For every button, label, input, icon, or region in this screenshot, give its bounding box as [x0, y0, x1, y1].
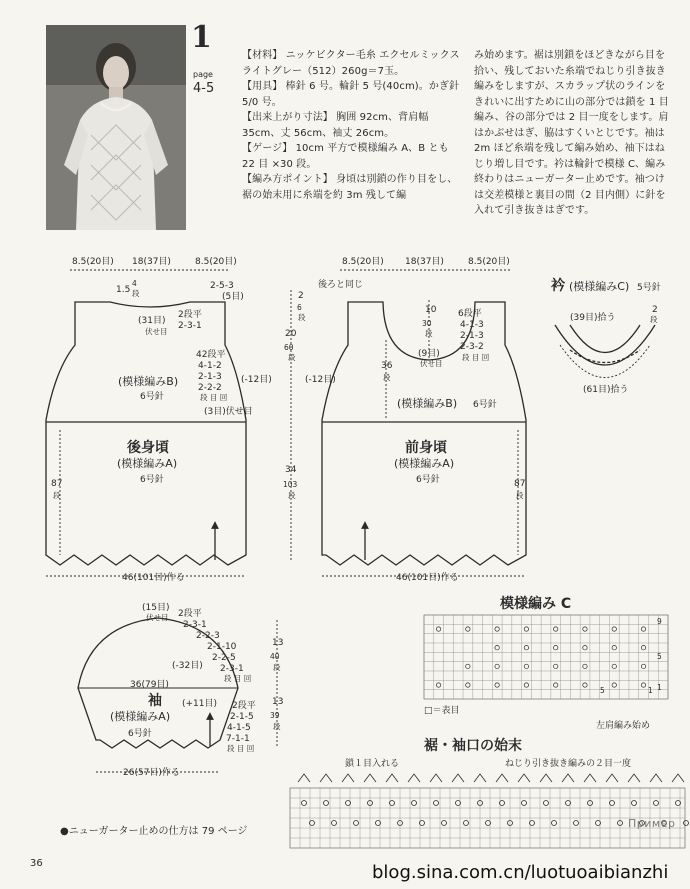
back-left-shoulder-width: 8.5(20目)	[72, 257, 114, 267]
back-hem-unit: 段	[53, 491, 61, 500]
back-neck-rows-unit: 段	[132, 289, 140, 298]
chart-c-yo-symbol	[641, 646, 645, 650]
front-neck-dec-1: 4-1-3	[460, 320, 484, 330]
back-armhole-0: 42段平	[196, 350, 226, 360]
collar-pick-up-back: (61目)拾う	[583, 385, 629, 395]
chart-c-cells	[424, 615, 668, 699]
sleeve-inc-4: 段 目 回	[227, 744, 255, 753]
front-hem-unit: 段	[516, 491, 524, 500]
dim-low: 34	[285, 465, 297, 475]
finished-size-text: 【出来上がり寸法】 胸囲 92cm、背肩幅 35cm、丈 56cm、袖丈 26cm。	[242, 112, 429, 139]
chart-c-yo-symbol	[583, 683, 587, 687]
hem-chart-cells	[290, 788, 685, 848]
collar-title: 衿	[551, 278, 565, 294]
hem-chart-yo-symbol	[456, 801, 461, 806]
back-shoulder-decrease: 2-5-3	[210, 281, 234, 291]
knitting-points-text: 【編み方ポイント】 身頃は別鎖の作り目をし、裾の始末用に糸端を約 3m 残して編	[242, 174, 458, 201]
hem-chart-yo-symbol	[310, 821, 315, 826]
knitting-points-continued: み始めます。裾は別鎖をほどきながら目を拾い、残しておいた糸端でねじり引き抜き編みをしますが、スカラップ状のラインをきれいに出すために山の部分では鎖を 1 目編み、谷の部分では 2 目一度をします。肩はかぶせはぎ、脇はすくいとじです。袖は 2m ほど糸端を残して編み始め、袖下はねじり増し目です。衿は輪針で模様 C、編み終わりはニューガーター止めです。袖つけは交差模様と裏目の間（2 目内側）に針を入れて引き抜きはぎです。	[474, 50, 669, 216]
sleeve-cap-rows: 40	[270, 652, 280, 661]
dim-top-rows: 6	[297, 303, 302, 312]
hem-chart-peak-symbol	[628, 774, 640, 782]
chart-c-yo-symbol	[641, 664, 645, 668]
back-pattern-b: (模様編みB)	[118, 375, 179, 388]
back-armhole-3: 2-2-2	[198, 383, 222, 393]
hem-chart-yo-symbol	[610, 801, 615, 806]
front-neck-rows: 30	[422, 319, 432, 328]
collar-rows-unit: 段	[650, 315, 658, 324]
chart-c-yo-symbol	[641, 683, 645, 687]
chart-c-yo-symbol	[553, 646, 557, 650]
chart-c-yo-symbol	[583, 646, 587, 650]
hem-chart-yo-symbol	[434, 801, 439, 806]
hem-chart-note2: ねじり引き抜き編みの２目一度	[505, 759, 632, 769]
stamp-text: Пример	[628, 817, 676, 830]
chart-c-yo-symbol	[466, 683, 470, 687]
chart-c-yo-symbol	[553, 627, 557, 631]
hem-chart-peak-symbol	[518, 774, 530, 782]
front-neck-width: 18(37目)	[405, 257, 444, 267]
chart-c-row-9: 9	[657, 617, 662, 626]
hem-chart-peak-symbol	[298, 774, 310, 782]
back-needle-b: 6号針	[140, 392, 164, 402]
hem-chart-peak-symbol	[606, 774, 618, 782]
dim-top-unit: 段	[298, 313, 306, 322]
dim-mid: 20	[285, 329, 297, 339]
collar-pattern: (模様編みC)	[569, 280, 630, 293]
sleeve-cap-4: 2-2-5	[212, 653, 236, 663]
hem-chart-peak-symbol	[386, 774, 398, 782]
front-title: 前身頃	[405, 440, 447, 456]
hem-chart-yo-symbol	[574, 821, 579, 826]
front-needle-b: 6号針	[473, 400, 497, 410]
sleeve-body-unit: 段	[273, 722, 281, 731]
dim-mid-unit: 段	[288, 353, 296, 362]
sleeve-title: 袖	[148, 693, 162, 709]
sleeve-top-sts: (15目)	[142, 603, 170, 613]
hem-chart-peak-symbol	[342, 774, 354, 782]
back-neck-step: 2段平	[178, 310, 202, 320]
hem-chart-yo-symbol	[500, 801, 505, 806]
hem-chart-peak-symbol	[364, 774, 376, 782]
collar-pick-up-front: (39目)拾う	[570, 313, 616, 323]
hem-chart-peak-symbol	[650, 774, 662, 782]
hem-chart-yo-symbol	[354, 821, 359, 826]
sleeve-top-note: 伏せ目	[146, 613, 169, 622]
chart-c-col-5: 5	[600, 686, 605, 695]
dim-low-unit: 段	[288, 491, 296, 500]
front-cast-on: 46(101目)作る	[396, 573, 459, 583]
hem-chart-yo-symbol	[420, 821, 425, 826]
sleeve-cap-5: 2-3-1	[220, 664, 244, 674]
chart-c-yo-symbol	[495, 683, 499, 687]
front-same-as-back: 後ろと同じ	[318, 280, 364, 290]
front-left-shoulder-width: 8.5(20目)	[342, 257, 384, 267]
hem-chart-peak-symbol	[584, 774, 596, 782]
chart-c-yo-symbol	[612, 646, 616, 650]
back-right-shoulder-width: 8.5(20目)	[195, 257, 237, 267]
chart-c-yo-symbol	[466, 627, 470, 631]
chart-c-grid	[424, 615, 668, 699]
chart-c-yo-symbol	[612, 683, 616, 687]
hem-chart-peak-symbol	[430, 774, 442, 782]
back-body-outline	[46, 302, 246, 565]
chart-c-yo-symbol	[495, 664, 499, 668]
hem-chart-yo-symbol	[596, 821, 601, 826]
back-shoulder-decrease-sts: (5目)	[222, 292, 244, 302]
front-side-unit: 段	[383, 373, 391, 382]
front-hem-rows: 87	[514, 479, 526, 489]
hem-chart-peak-symbol	[496, 774, 508, 782]
sleeve-body-rows: 39	[270, 711, 280, 720]
hem-chart-peak-symbol	[672, 774, 684, 782]
chart-c-col-1: 1	[648, 686, 653, 695]
sleeve-needle: 6号針	[128, 729, 152, 739]
chart-c-yo-symbol	[436, 683, 440, 687]
front-neck-center: (9目)	[418, 349, 440, 359]
front-neck-dec-4: 段 目 回	[462, 353, 490, 362]
sleeve-cap-3: 2-1-10	[207, 642, 237, 652]
collar-rows: 2	[652, 305, 658, 315]
sleeve-cap-1: 2-3-1	[183, 620, 207, 630]
front-right-shoulder-width: 8.5(20目)	[468, 257, 510, 267]
back-needle-a: 6号針	[140, 475, 164, 485]
sleeve-increase: (+11目)	[182, 699, 218, 709]
sleeve-body-height: 13	[272, 697, 284, 707]
hem-chart-yo-symbol	[676, 801, 681, 806]
chart-c-yo-symbol	[524, 646, 528, 650]
sleeve-inc-2: 4-1-5	[227, 723, 251, 733]
hem-chart-yo-symbol	[544, 801, 549, 806]
chart-c-yo-symbol	[495, 646, 499, 650]
hem-chart-yo-symbol	[390, 801, 395, 806]
chart-c-start-note: 左肩編み始め	[596, 721, 651, 731]
hem-chart-yo-symbol	[324, 801, 329, 806]
front-body-outline	[322, 302, 526, 565]
chart-c-row-5: 5	[657, 652, 662, 661]
back-armhole-1: 4-1-2	[198, 361, 222, 371]
hem-chart-yo-symbol	[522, 801, 527, 806]
hem-chart-peak-symbol	[562, 774, 574, 782]
hem-chart-yo-symbol	[346, 801, 351, 806]
front-side-rows: 36	[381, 361, 393, 371]
back-armhole-4: 段 目 回	[200, 393, 228, 402]
collar-needle: 5号針	[637, 283, 661, 293]
tools-text: 【用具】 棒針 6 号。輪針 5 号(40cm)。かぎ針 5/0 号。	[242, 81, 460, 108]
chart-c-yo-symbol	[524, 664, 528, 668]
back-neck-depth: 1.5	[116, 285, 131, 295]
front-pattern-b: (模様編みB)	[397, 397, 458, 410]
page-range: 4-5	[193, 81, 215, 96]
front-neck-dec-3: 2-3-2	[460, 342, 484, 352]
back-neck-width: 18(37目)	[132, 257, 171, 267]
hem-chart-yo-symbol	[486, 821, 491, 826]
hem-chart-yo-symbol	[442, 821, 447, 826]
chart-c-yo-symbol	[524, 627, 528, 631]
front-neck-depth: 10	[425, 305, 437, 315]
blog-watermark: blog.sina.com.cn/luotuoaibianzhi	[372, 862, 669, 883]
front-needle-a: 6号針	[416, 475, 440, 485]
back-neck-rows: 4	[132, 279, 137, 288]
back-cast-on: 46(101目)作る	[122, 573, 185, 583]
back-center-sts: (31目)	[138, 316, 166, 326]
chart-c-yo-symbol	[553, 683, 557, 687]
hem-chart-yo-symbol	[552, 821, 557, 826]
sleeve-inc-3: 7-1-1	[226, 734, 250, 744]
front-pattern-a: (模様編みA)	[394, 457, 455, 470]
chart-c-row-1: 1	[657, 683, 662, 692]
front-neck-dec-2: 2-1-3	[460, 331, 484, 341]
hem-chart-peak-symbol	[320, 774, 332, 782]
back-center-bindoff: 伏せ目	[145, 327, 168, 336]
sleeve-cap-height: 13	[272, 638, 284, 648]
dim-low-rows: 103	[283, 480, 298, 489]
chart-c-title: 模様編み C	[500, 596, 572, 612]
sleeve-cast-on: 26(57目)作る	[123, 768, 180, 778]
dim-top: 2	[298, 291, 304, 301]
hem-chart-yo-symbol	[566, 801, 571, 806]
front-neck-unit: 段	[425, 329, 433, 338]
sleeve-cap-unit: 段	[273, 663, 281, 672]
chart-c-yo-symbol	[436, 627, 440, 631]
sleeve-inc-1: 2-1-5	[230, 712, 254, 722]
hem-chart-yo-symbol	[654, 801, 659, 806]
hem-chart-yo-symbol	[332, 821, 337, 826]
footer-note: ●ニューガーター止めの仕方は 79 ページ	[60, 826, 248, 837]
dim-mid-rows: 60	[284, 343, 294, 352]
hem-chart-peak-symbol	[408, 774, 420, 782]
chart-c-yo-symbol	[641, 627, 645, 631]
back-armhole-2: 2-1-3	[198, 372, 222, 382]
chart-c-yo-symbol	[495, 627, 499, 631]
hem-chart-yo-symbol	[412, 801, 417, 806]
sleeve-inc-0: 2段平	[232, 701, 256, 711]
collar-inner	[570, 325, 640, 353]
hem-chart-peak-symbol	[452, 774, 464, 782]
front-armhole-dec: (-12目)	[305, 375, 336, 385]
page-label: page	[193, 70, 213, 79]
hem-chart-yo-symbol	[530, 821, 535, 826]
chart-c-yo-symbol	[583, 627, 587, 631]
pattern-number: 1	[191, 20, 212, 55]
hem-chart-peak-symbol	[540, 774, 552, 782]
chart-c-yo-symbol	[524, 683, 528, 687]
chart-c-yo-symbol	[553, 664, 557, 668]
chart-c-yo-symbol	[612, 627, 616, 631]
sleeve-pattern: (模様編みA)	[110, 710, 171, 723]
back-pattern-a: (模様編みA)	[117, 457, 178, 470]
back-title: 後身頃	[127, 440, 169, 456]
page-number: 36	[30, 858, 43, 869]
hem-chart-yo-symbol	[632, 801, 637, 806]
chart-c-yo-symbol	[612, 664, 616, 668]
chart-c-yo-symbol	[466, 664, 470, 668]
chart-c-yo-symbol	[583, 664, 587, 668]
back-hem-rows: 87	[51, 479, 63, 489]
hem-chart-title: 裾・袖口の始末	[424, 738, 522, 754]
hem-chart-yo-symbol	[376, 821, 381, 826]
hem-chart-note1: 鎖１目入れる	[345, 759, 400, 769]
sleeve-cap-0: 2段平	[178, 609, 202, 619]
gauge-text: 【ゲージ】 10cm 平方で模様編み A、B とも 22 目 ×30 段。	[242, 143, 449, 170]
sleeve-cap-6: 段 目 回	[224, 674, 252, 683]
collar-outer	[555, 325, 655, 365]
back-neck-step2: 2-3-1	[178, 321, 202, 331]
materials-text: 【材料】 ニッケビクター毛糸 エクセルミックス ライトグレー（512）260g＝7玉。	[242, 50, 460, 77]
sleeve-cap-2: 2-2-3	[196, 631, 220, 641]
hem-chart-yo-symbol	[684, 821, 689, 826]
sleeve-cap-total: (-32目)	[172, 661, 203, 671]
back-armhole-dec: (-12目)	[241, 375, 272, 385]
front-neck-center-note: 伏せ目	[420, 359, 443, 368]
front-neck-dec-0: 6段平	[458, 309, 482, 319]
hem-chart-peak-symbol	[474, 774, 486, 782]
back-bind-off: (3目)伏せ目	[204, 407, 253, 417]
chart-c-legend: □＝表目	[424, 706, 460, 716]
sleeve-width: 36(79目)	[130, 680, 169, 690]
hem-chart-yo-symbol	[464, 821, 469, 826]
hem-chart-yo-symbol	[302, 801, 307, 806]
